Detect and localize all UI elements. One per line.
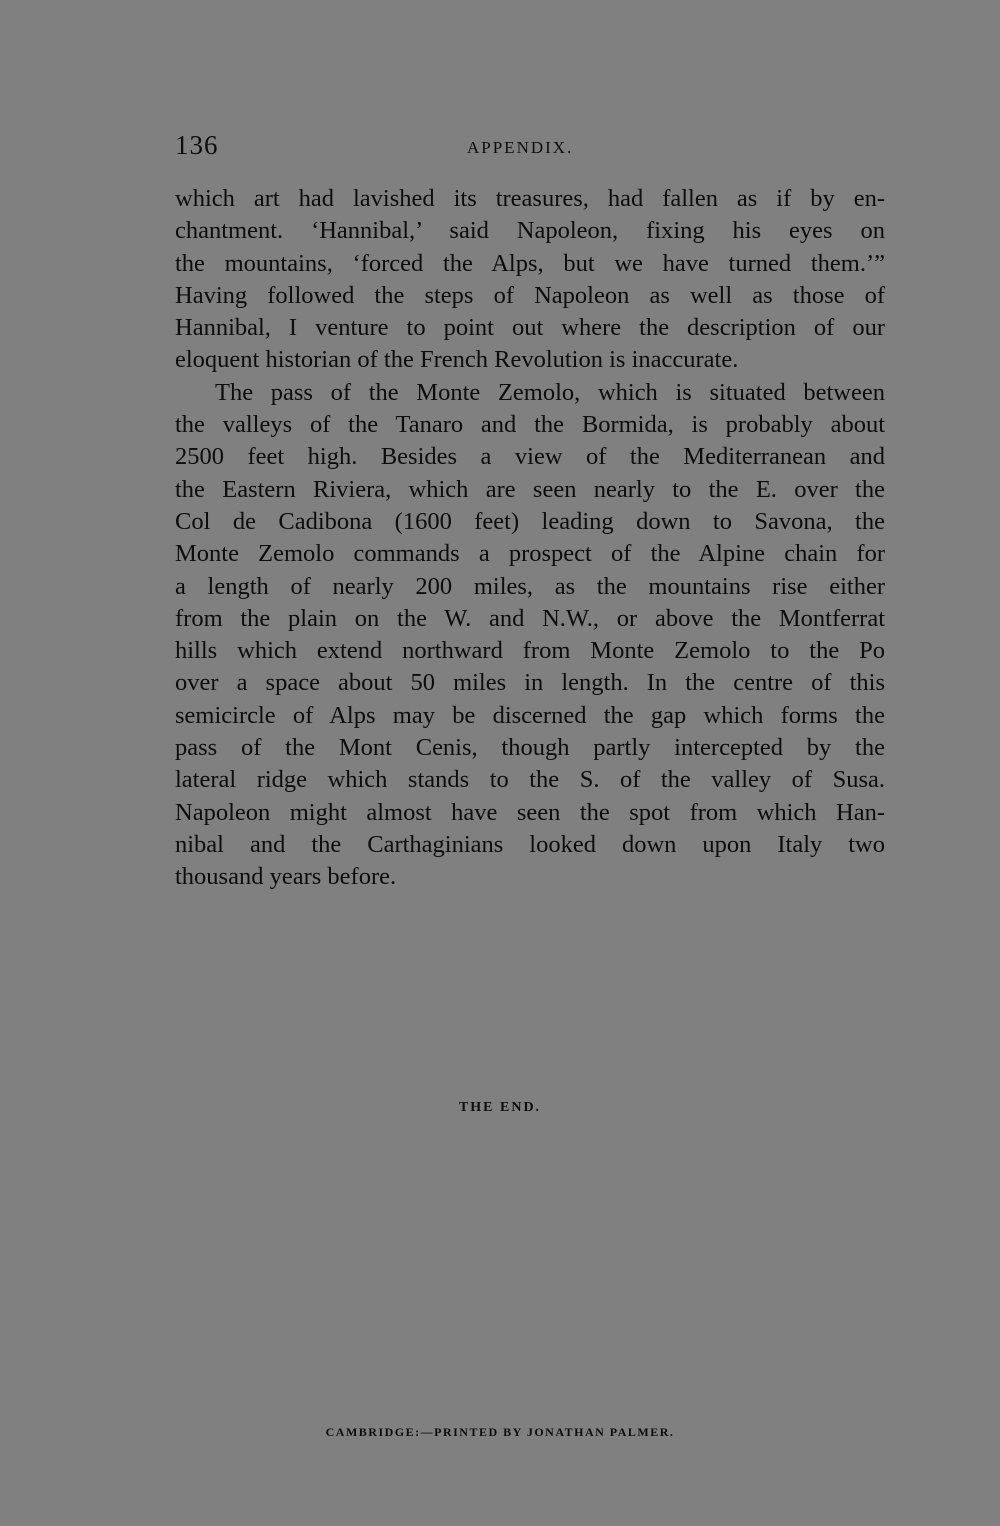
text-line: Napoleon might almost have seen the spot from which Han- bbox=[175, 798, 885, 826]
text-line: semicircle of Alps may be discerned the gap which forms the bbox=[175, 701, 885, 729]
text-line: lateral ridge which stands to the S. of the valley of Susa. bbox=[175, 766, 885, 794]
text-line: a length of nearly 200 miles, as the mountains rise either bbox=[175, 572, 885, 600]
text-line: pass of the Mont Cenis, though partly intercepted by the bbox=[175, 734, 885, 762]
text-line: thousand years before. bbox=[175, 863, 397, 891]
text-line: Col de Cadibona (1600 feet) leading down to Savona, the bbox=[175, 507, 885, 535]
text-line: the valleys of the Tanaro and the Bormida, is probably about bbox=[175, 411, 885, 439]
text-line: nibal and the Carthaginians looked down upon Italy two bbox=[175, 830, 885, 858]
text-line: Monte Zemolo commands a prospect of the Alpine chain for bbox=[175, 540, 885, 568]
text-line: chantment. ‘Hannibal,’ said Napoleon, fixing his eyes on bbox=[175, 217, 885, 245]
printer-colophon: CAMBRIDGE:—PRINTED BY JONATHAN PALMER. bbox=[325, 1425, 675, 1439]
text-line: hills which extend northward from Monte Zemolo to the Po bbox=[175, 637, 885, 665]
text-line: from the plain on the W. and N.W., or above the Montferrat bbox=[175, 604, 885, 632]
text-line: eloquent historian of the French Revolution is inaccurate. bbox=[175, 346, 739, 374]
text-line: Hannibal, I venture to point out where the description of our bbox=[175, 314, 885, 342]
page-number: 136 bbox=[175, 130, 219, 160]
text-line: over a space about 50 miles in length. In the centre of this bbox=[175, 669, 885, 697]
text-line: the mountains, ‘forced the Alps, but we have turned them.’” bbox=[175, 249, 885, 277]
running-head: APPENDIX. bbox=[467, 138, 574, 157]
the-end-heading: THE END. bbox=[458, 1100, 542, 1115]
text-line: Having followed the steps of Napoleon as well as those of bbox=[175, 281, 885, 309]
text-line: 2500 feet high. Besides a view of the Mediterranean and bbox=[175, 443, 885, 471]
text-line: The pass of the Monte Zemolo, which is situated between bbox=[215, 378, 885, 406]
page-header bbox=[175, 130, 885, 160]
body-text bbox=[175, 183, 885, 894]
text-line: which art had lavished its treasures, had fallen as if by en- bbox=[175, 185, 885, 212]
text-line: the Eastern Riviera, which are seen nearly to the E. over the bbox=[175, 475, 885, 503]
